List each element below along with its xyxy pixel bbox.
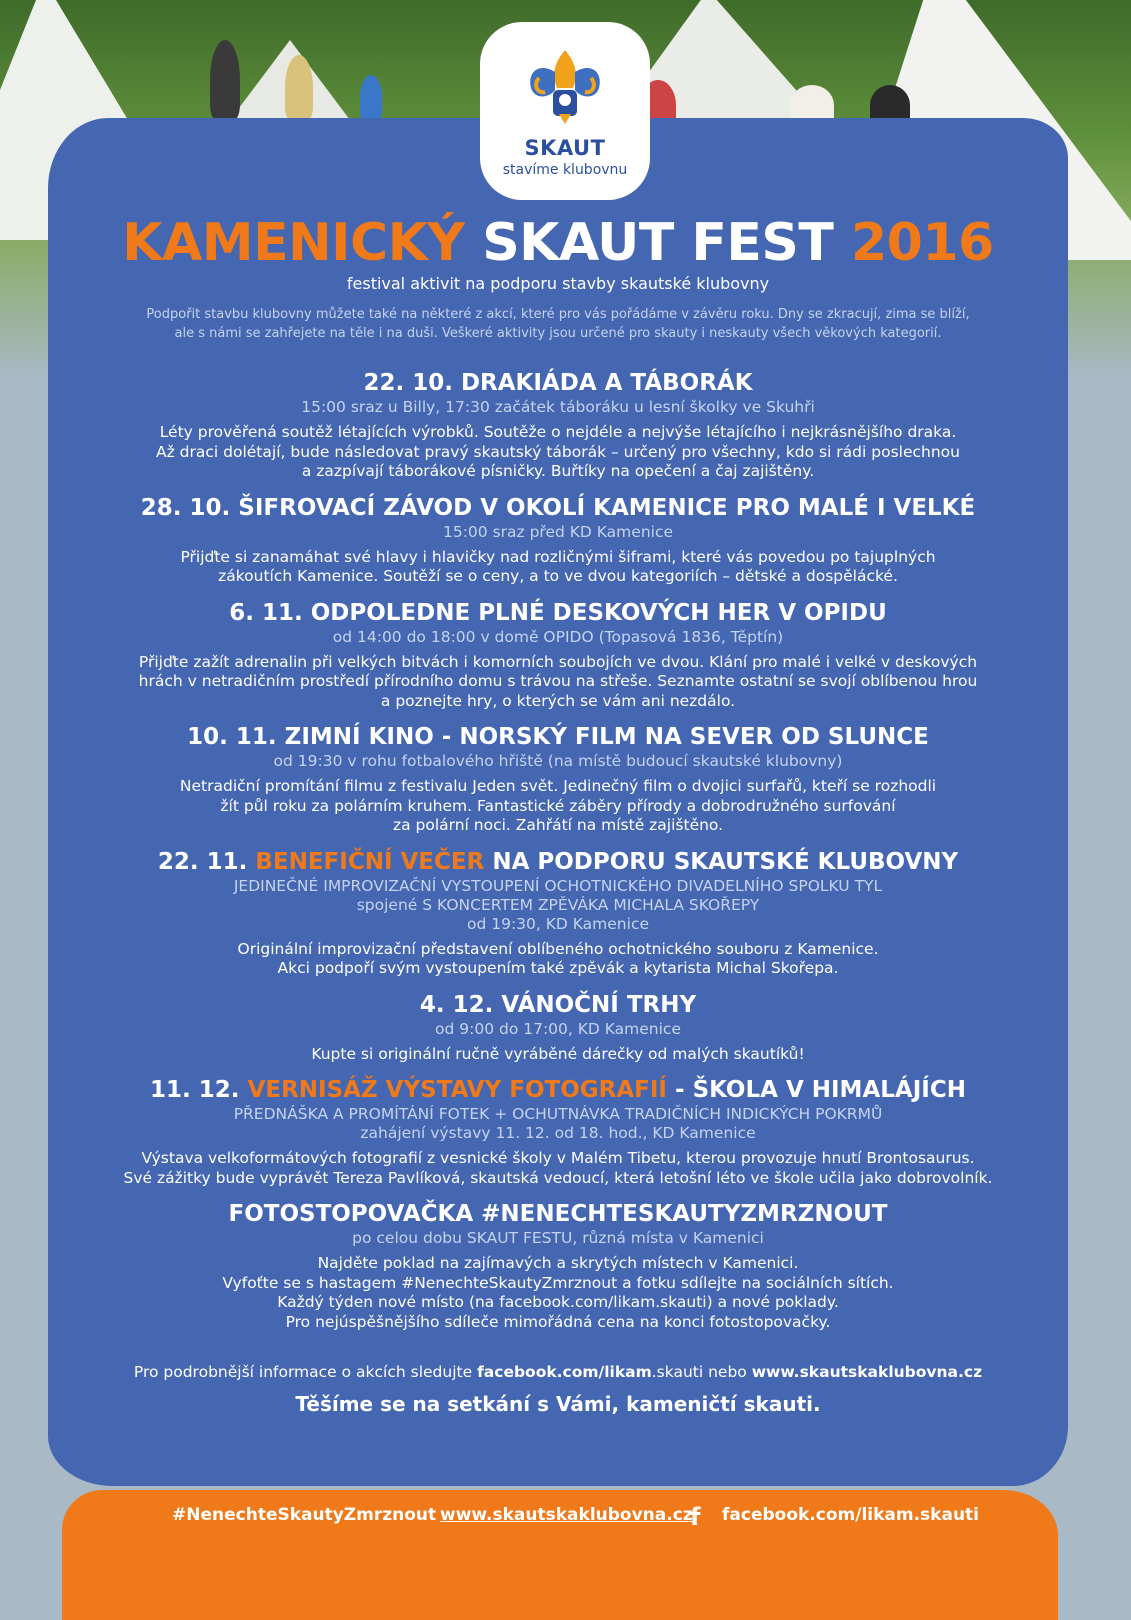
title-part3: 2016 [850,213,994,273]
desc-line: Výstava velkoformátových fotografií z vesnické školy v Malém Tibetu, kterou provozuje hnutí Brontosaurus. [141,1149,975,1167]
footer-web-link[interactable]: www.skautskaklubovna.cz [440,1505,693,1525]
event-fotostopovacka [48,1200,1068,1332]
desc-line: Své zážitky bude vyprávět Tereza Pavlíková, skautská vedoucí, která letošní léto ve škole učila jako dobrovolník. [123,1168,993,1187]
event-when: 15:00 sraz u Billy, 17:30 začátek táboráku u lesní školky ve Skuhři [301,398,815,416]
event-title: 6. 11. ODPOLEDNE PLNÉ DESKOVÝCH HER V OPIDU [229,599,887,626]
intro-text [48,305,1068,343]
event-date: 11. 12. [150,1077,240,1103]
desc-line: Přijďte si zanamáhat své hlavy i hlavičky nad rozličnými šiframi, které vás povedou po tajuplných [180,547,936,566]
event-sifrovaci-zavod [48,494,1068,587]
desc-line: Kupte si originální ručně vyráběné dárečky od malých skautíků! [311,1044,805,1063]
event-title: 10. 11. ZIMNÍ KINO - NORSKÝ FILM NA SEVER OD SLUNCE [187,724,929,750]
desc-line: Až draci dolétají, bude následovat pravý skautský táborák – určený pro všechny, kdo si rádi poslechnou [156,442,960,461]
event-title: 22. 10. DRAKIÁDA A TÁBORÁK [363,370,753,396]
closing-message: Těšíme se na setkání s Vámi, kameničtí skauti. [295,1392,821,1416]
when-line: PŘEDNÁŠKA A PROMÍTÁNÍ FOTEK + OCHUTNÁVKA TRADIČNÍCH INDICKÝCH POKRMŮ [233,1105,883,1123]
event-when [48,877,1068,934]
when-line: zahájení výstavy 11. 12. od 18. hod., KD Kamenice [360,1124,756,1142]
intro-line: ale s námi se zahřejete na těle i na duši. Veškeré aktivity jsou určené pro skauty i neskauty všech věkových kategorií. [174,326,942,341]
event-highlight: BENEFIČNÍ VEČER [255,848,485,875]
event-description [48,1254,1068,1332]
event-description [48,940,1068,979]
event-when: po celou dobu SKAUT FESTU, různá místa v Kamenici [352,1229,764,1247]
person-figure [285,55,313,120]
desc-line: Léty prověřená soutěž létajících výrobků. Soutěže o nejdéle a nejvýše létajícího i nejkrásnějšího draka. [159,423,957,441]
fleur-de-lis-icon [525,48,605,126]
desc-line: žít půl roku za polárním kruhem. Fantastické záběry přírody a dobrodružného surfování [220,796,896,815]
main-content [48,210,1068,1416]
event-description [48,423,1068,482]
page-subtitle: festival aktivit na podporu stavby skautské klubovny [346,274,770,293]
event-title-rest: - ŠKOLA V HIMALÁJÍCH [675,1077,966,1103]
desc-line: Najděte poklad na zajímavých a skrytých místech v Kamenici. [317,1254,799,1272]
event-title: 28. 10. ŠIFROVACÍ ZÁVOD V OKOLÍ KAMENICE PRO MALÉ I VELKÉ [140,494,976,521]
event-description [48,548,1068,587]
event-vanocni-trhy [48,991,1068,1065]
hashtag-text: #NenechteSkautyZmrznout [172,1505,437,1525]
title-part1: KAMENICKÝ [122,213,465,273]
event-title: 4. 12. VÁNOČNÍ TRHY [419,991,697,1018]
event-zimni-kino [48,723,1068,836]
desc-line: Akci podpoří svým vystoupením také zpěvák a kytarista Michal Skořepa. [277,959,839,977]
desc-line: Netradiční promítání filmu z festivalu Jeden svět. Jedinečný film o dvojici surfařů, kteří se rozhodli [179,777,937,795]
desc-line: Přijďte zažít adrenalin při velkých bitvách i komorních soubojích ve dvou. Klání pro malé i velké v deskových [138,652,978,671]
event-title [48,848,1068,877]
page-title [48,210,1068,276]
event-when: od 19:30 v rohu fotbalového hřiště (na místě budoucí skautské klubovny) [273,752,843,770]
desc-line: hrách v netradičním prostředí přírodního domu s trávou na střeše. Seznamte ostatní se svojí oblíbenou hrou [138,672,978,690]
event-date: 22. 11. [157,848,248,875]
event-deskove-hry [48,599,1068,712]
desc-line: Vyfoťte se s hastagem #NenechteSkautyZmrznout a fotku sdílejte na sociálních sítích. [222,1273,894,1292]
when-line: JEDINEČNÉ IMPROVIZAČNÍ VYSTOUPENÍ OCHOTNICKÉHO DIVADELNÍHO SPOLKU TYL [233,876,883,895]
event-title-rest: NA PODPORU SKAUTSKÉ KLUBOVNY [492,848,959,875]
intro-line: Podpořit stavbu klubovny můžete také na některé z akcí, které pro vás pořádáme v závěru roku. Dny se zkracují, zima se blíží, [146,307,970,322]
event-drakiada [48,369,1068,482]
event-vernisaz [48,1076,1068,1188]
info-fb-rest: .skauti nebo [651,1363,747,1381]
event-when: 15:00 sraz před KD Kamenice [442,522,674,541]
event-beneficni-vecer [48,848,1068,979]
event-highlight: VERNISÁŽ VÝSTAVY FOTOGRAFIÍ [247,1077,667,1103]
event-title: FOTOSTOPOVAČKA #NENECHTESKAUTYZMRZNOUT [228,1201,888,1227]
facebook-icon: f [690,1503,701,1531]
info-web-link[interactable]: www.skautskaklubovna.cz [751,1363,983,1381]
desc-line: Originální improvizační představení oblíbeného ochotnického souboru z Kamenice. [237,939,879,958]
desc-line: a poznejte hry, o kterých se vám ani nezdálo. [380,691,736,710]
footer-links [0,1505,1131,1545]
desc-line: a zazpívají táborákové písničky. Buřtíky na opečení a čaj zajištěny. [301,462,815,480]
desc-line: zákoutích Kamenice. Soutěží se o ceny, a to ve dvou kategoriích – dětské a dospělácké. [218,567,898,585]
skaut-logo [480,22,650,200]
footer-facebook-link[interactable]: facebook.com/likam.skauti [722,1505,980,1525]
event-description [48,1149,1068,1188]
info-prefix: Pro podrobnější informace o akcích sledujte [133,1363,473,1381]
when-line: od 19:30, KD Kamenice [466,914,649,933]
more-info [48,1362,1068,1382]
desc-line: Každý týden nové místo (na facebook.com/likam.skauti) a nové poklady. [277,1293,839,1311]
title-part2: SKAUT FEST [482,213,834,273]
event-description [48,1045,1068,1065]
event-description [48,777,1068,836]
event-title [48,1076,1068,1105]
desc-line: za polární noci. Zahřátí na místě zajištěno. [392,816,724,834]
logo-brand: SKAUT [524,136,606,160]
desc-line: Pro nejúspěšnějšího sdíleče mimořádná cena na konci fotostopovačky. [285,1312,831,1331]
person-figure [210,40,240,120]
event-when [48,1105,1068,1143]
info-facebook-link[interactable]: facebook.com/likam [477,1363,652,1381]
person-figure [360,75,382,120]
when-line: spojené S KONCERTEM ZPĚVÁKA MICHALA SKOŘEPY [356,895,760,914]
event-when: od 14:00 do 18:00 v domě OPIDO (Topasová 1836, Těptín) [332,627,784,646]
logo-tagline: stavíme klubovnu [502,162,628,178]
event-when: od 9:00 do 17:00, KD Kamenice [435,1019,681,1038]
event-description [48,653,1068,712]
